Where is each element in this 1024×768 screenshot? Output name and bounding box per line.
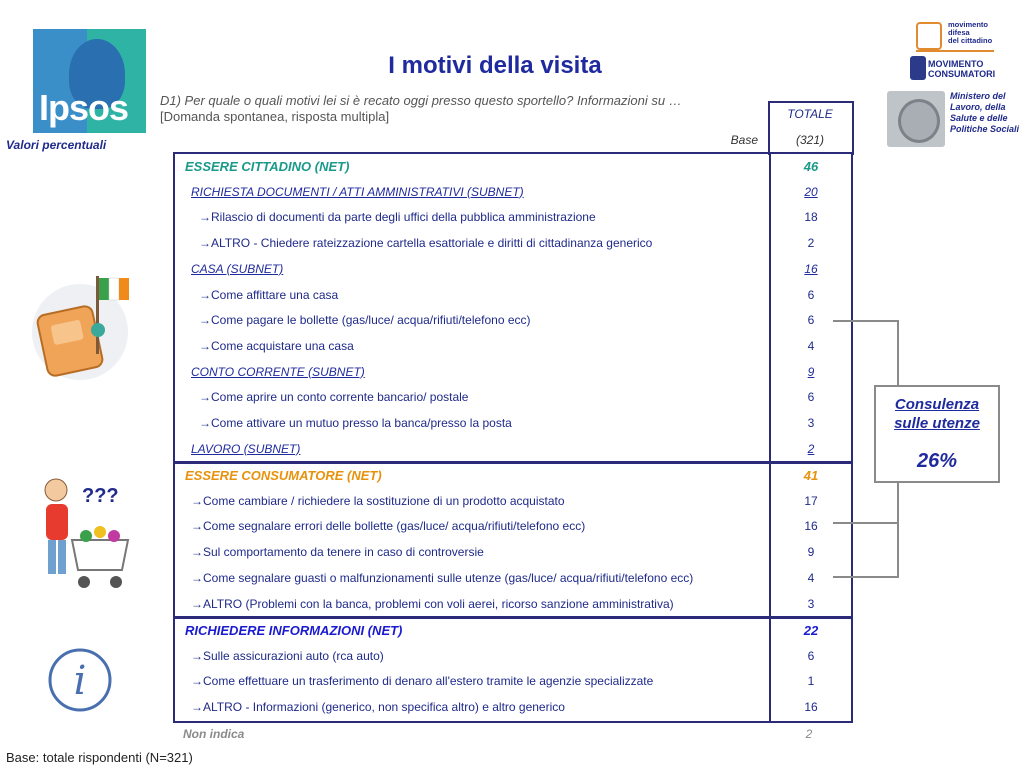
mdc-underline xyxy=(916,50,994,52)
connector-line xyxy=(897,320,899,386)
consulenza-title-line1: Consulenza xyxy=(894,396,980,413)
row-label: →Come effettuare un trasferimento di denaro all'estero tramite le agenzie specializzate xyxy=(191,674,654,689)
cart-item xyxy=(94,526,106,538)
valori-percentuali-label: Valori percentuali xyxy=(6,138,107,152)
flag-green xyxy=(99,278,109,300)
table-block xyxy=(173,616,853,723)
table-row xyxy=(175,231,851,257)
consulenza-title xyxy=(876,395,998,433)
mc-line1: MOVIMENTO xyxy=(928,59,984,69)
ministero-text: Ministero del Lavoro, della Salute e delle Politiche Sociali xyxy=(950,91,1020,134)
table-row xyxy=(175,308,851,334)
row-value: 6 xyxy=(807,390,815,405)
emblem-star-icon xyxy=(898,99,940,143)
table-row xyxy=(175,540,851,566)
consulenza-value: 26% xyxy=(916,450,958,472)
table-row xyxy=(175,334,851,360)
row-value: 4 xyxy=(807,570,815,585)
logo-wordmark: Ipsos xyxy=(39,87,129,128)
row-label: →Come affittare una casa xyxy=(199,287,339,302)
mdc-line: del cittadino xyxy=(948,36,993,45)
cart-wheel xyxy=(110,576,122,588)
movimento-consumatori-logo xyxy=(910,56,1000,84)
mdc-logo-text xyxy=(948,21,992,45)
row-value: 18 xyxy=(804,210,818,225)
table-row xyxy=(175,180,851,206)
row-value: 3 xyxy=(807,416,815,430)
row-value: 6 xyxy=(807,313,815,328)
row-label: →Come segnalare errori delle bollette (gas/luce/ acqua/rifiuti/telefono ecc) xyxy=(191,519,586,534)
row-value: 9 xyxy=(807,545,815,560)
table-row xyxy=(175,514,851,540)
connector-line xyxy=(833,320,899,322)
table-row xyxy=(175,154,851,180)
row-value: 1 xyxy=(807,674,815,689)
consulenza-box xyxy=(874,385,1000,483)
row-value: 6 xyxy=(807,648,815,663)
base-value: (321) xyxy=(795,133,824,147)
row-label: →Sulle assicurazioni auto (rca auto) xyxy=(191,648,384,663)
row-label: →Sul comportamento da tenere in caso di controversie xyxy=(191,545,484,560)
shopper-leg xyxy=(58,540,66,574)
connector-line xyxy=(897,479,899,578)
row-value: 22 xyxy=(803,623,819,638)
connector-line xyxy=(833,522,899,524)
row-label: ESSERE CONSUMATORE (NET) xyxy=(185,468,382,483)
mdc-line: difesa xyxy=(948,28,970,37)
row-label: →Come acquistare una casa xyxy=(199,338,354,353)
row-label: →Rilascio di documenti da parte degli uffici della pubblica amministrazione xyxy=(199,210,596,225)
row-label: →Come attivare un mutuo presso la banca/presso la posta xyxy=(199,416,512,430)
cart-wheel xyxy=(78,576,90,588)
connector-line xyxy=(833,576,899,578)
row-label: ESSERE CITTADINO (NET) xyxy=(185,159,350,174)
table-row xyxy=(175,592,851,618)
row-label: LAVORO (SUBNET) xyxy=(191,441,301,456)
table-row xyxy=(175,566,851,592)
question-text: D1) Per quale o quali motivi lei si è recato oggi presso questo sportello? Informazioni su … xyxy=(160,93,682,108)
non-indica-value: 2 xyxy=(805,727,813,741)
table-row xyxy=(175,669,851,695)
table-block xyxy=(173,461,853,619)
cart-basket xyxy=(72,540,128,570)
table-row xyxy=(175,695,851,721)
mc-logo-text xyxy=(928,59,995,79)
table-row xyxy=(175,205,851,231)
row-label: →ALTRO (Problemi con la banca, problemi con voli aerei, ricorso sanzione amministrativa) xyxy=(191,596,674,611)
row-value: 2 xyxy=(807,441,815,456)
row-value: 46 xyxy=(803,159,819,174)
row-value: 20 xyxy=(804,184,818,199)
page-title: I motivi della visita xyxy=(388,52,602,79)
info-glyph: i xyxy=(73,658,87,704)
totale-label: TOTALE xyxy=(787,107,833,121)
row-value: 41 xyxy=(803,468,819,483)
table-row xyxy=(175,411,851,437)
row-value: 4 xyxy=(807,338,815,353)
row-label: RICHIEDERE INFORMAZIONI (NET) xyxy=(185,623,403,638)
row-label: RICHIESTA DOCUMENTI / ATTI AMMINISTRATIVI (SUBNET) xyxy=(191,184,524,199)
table-row xyxy=(175,283,851,309)
mc-mark-icon xyxy=(910,56,926,80)
mdc-mark-icon xyxy=(916,22,942,50)
table-row xyxy=(175,257,851,283)
row-value: 16 xyxy=(804,519,818,534)
movimento-difesa-logo xyxy=(916,20,996,52)
row-value: 2 xyxy=(807,236,815,251)
non-indica-row xyxy=(173,722,849,748)
shopper-body xyxy=(46,504,68,540)
row-value: 9 xyxy=(807,364,815,379)
table-row xyxy=(175,489,851,515)
row-value: 17 xyxy=(804,493,818,508)
consulenza-title-line2: sulle utenze xyxy=(894,415,980,432)
row-label: →Come aprire un conto corrente bancario/ postale xyxy=(199,390,469,405)
row-label: →Come segnalare guasti o malfunzionamenti sulle utenze (gas/luce/ acqua/rifiuti/telefono ecc) xyxy=(191,570,694,585)
base-label: Base xyxy=(730,133,758,147)
table-row xyxy=(175,618,851,644)
stamp-dot xyxy=(91,323,105,337)
row-value: 16 xyxy=(804,261,818,276)
flag-pole xyxy=(96,276,99,354)
row-value: 3 xyxy=(807,596,815,611)
cart-item xyxy=(80,530,92,542)
ministero-emblem-icon xyxy=(887,91,945,147)
row-label: CASA (SUBNET) xyxy=(191,261,284,276)
row-label: CONTO CORRENTE (SUBNET) xyxy=(191,364,365,379)
question-note: [Domanda spontanea, risposta multipla] xyxy=(160,109,390,124)
mc-line2: CONSUMATORI xyxy=(928,69,996,79)
footer-base-note: Base: totale rispondenti (N=321) xyxy=(6,750,193,765)
table-row xyxy=(175,360,851,386)
row-value: 16 xyxy=(804,700,818,715)
table-row xyxy=(175,644,851,670)
row-value: 6 xyxy=(807,287,815,302)
mdc-line: movimento xyxy=(948,20,989,29)
flag-white xyxy=(109,278,119,300)
ipsos-logo xyxy=(33,29,146,133)
non-indica-label: Non indica xyxy=(183,727,245,741)
flag-orange xyxy=(119,278,129,300)
table-row xyxy=(175,385,851,411)
row-label: →Come pagare le bollette (gas/luce/ acqua/rifiuti/telefono ecc) xyxy=(199,313,531,328)
row-label: →Come cambiare / richiedere la sostituzione di un prodotto acquistato xyxy=(191,493,565,508)
row-label: →ALTRO - Chiedere rateizzazione cartella esattoriale e diritti di cittadinanza generico xyxy=(199,236,653,251)
shopper-head xyxy=(45,479,67,501)
table-row xyxy=(175,463,851,489)
shopper-clipart-icon xyxy=(36,470,136,595)
info-icon xyxy=(46,646,114,714)
table-row xyxy=(175,437,851,463)
row-label: →ALTRO - Informazioni (generico, non specifica altro) e altro generico xyxy=(191,700,565,715)
table-block xyxy=(173,152,853,464)
shopper-leg xyxy=(48,540,56,574)
question-marks: ??? xyxy=(82,485,119,507)
passport-clipart-icon xyxy=(24,270,136,380)
cart-item xyxy=(108,530,120,542)
